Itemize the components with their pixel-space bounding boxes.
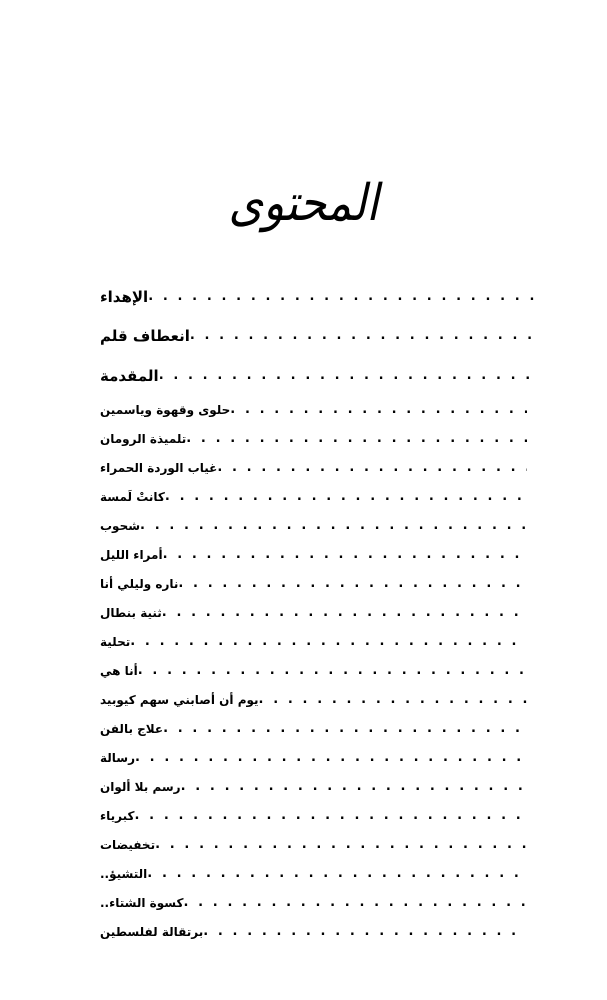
toc-entry[interactable]: [88, 397, 527, 423]
toc-entry-label: كسوة الشتاء..: [100, 896, 184, 910]
dot-leader: [190, 323, 541, 349]
dot-leader: [162, 600, 527, 626]
toc-entry[interactable]: [88, 774, 527, 800]
toc-entry[interactable]: [88, 323, 541, 349]
dot-leader: [165, 484, 527, 510]
toc-entry-label: ثنية بنطال: [100, 606, 162, 620]
dot-leader: [159, 363, 541, 389]
dot-leader: [148, 284, 541, 310]
toc-entry[interactable]: [88, 513, 527, 539]
toc-entry-label: ناره وليلي أنا: [100, 577, 179, 591]
dot-leader: [163, 542, 527, 568]
toc-entry-label: برتقالة لفلسطين: [100, 925, 204, 939]
toc-entry[interactable]: [88, 600, 527, 626]
toc-entry[interactable]: [88, 687, 527, 713]
toc-entry-label: رسالة: [100, 751, 135, 765]
toc-entry[interactable]: [88, 919, 527, 945]
dot-leader: [217, 455, 527, 481]
toc-entry-label: رسم بلا ألوان: [100, 780, 181, 794]
toc-entry-label: كانتْ لَمسة: [100, 490, 165, 504]
page-title: المحتوى: [228, 173, 379, 233]
toc-entry[interactable]: [88, 571, 527, 597]
toc-entry-label: علاج بالفن: [100, 722, 164, 736]
dot-leader: [178, 571, 527, 597]
toc-entry-label: يوم أن أصابني سهم كيوبيد: [100, 693, 259, 707]
toc-entry-label: تلميذة الرومان: [100, 432, 187, 446]
dot-leader: [140, 513, 527, 539]
toc-entry[interactable]: [88, 803, 527, 829]
toc-entry-label: انعطاف قلم: [100, 327, 190, 345]
dot-leader: [259, 687, 527, 713]
toc-entry-label: شحوب: [100, 519, 141, 533]
dot-leader: [155, 832, 527, 858]
dot-leader: [181, 774, 527, 800]
toc-entry[interactable]: [88, 832, 527, 858]
toc-entry[interactable]: [88, 629, 527, 655]
toc-entry-label: أمراء الليل: [100, 548, 163, 562]
toc-entry[interactable]: [88, 861, 527, 887]
toc-entry-label: تخفيضات: [100, 838, 156, 852]
toc-entry[interactable]: [88, 484, 527, 510]
toc-entry[interactable]: [88, 658, 527, 684]
toc-entry-label: التشيؤ..: [100, 867, 148, 881]
dot-leader: [135, 803, 528, 829]
toc-entry-label: المقدمة: [100, 367, 159, 385]
toc-entry-label: كبرياء: [100, 809, 135, 823]
dot-leader: [183, 890, 527, 916]
toc-entry-label: أنا هي: [100, 664, 138, 678]
toc-entry[interactable]: [88, 426, 527, 452]
dot-leader: [147, 861, 527, 887]
dot-leader: [135, 745, 527, 771]
toc-entry-label: غياب الوردة الحمراء: [100, 461, 218, 475]
toc-entry-label: الإهداء: [100, 288, 149, 306]
toc-entry[interactable]: [88, 542, 527, 568]
dot-leader: [186, 426, 527, 452]
toc-entry-label: حلوى وقهوة وياسمين: [100, 403, 231, 417]
toc-entry[interactable]: [88, 745, 527, 771]
toc-entry[interactable]: [88, 890, 527, 916]
toc-entry[interactable]: [88, 284, 541, 310]
toc-entry[interactable]: [88, 716, 527, 742]
dot-leader: [130, 629, 527, 655]
dot-leader: [163, 716, 527, 742]
dot-leader: [230, 397, 527, 423]
toc-entry[interactable]: [88, 363, 541, 389]
page-header: [0, 158, 607, 248]
dot-leader: [138, 658, 527, 684]
dot-leader: [203, 919, 527, 945]
toc-entry-label: تحلية: [100, 635, 131, 649]
toc-entry[interactable]: [88, 455, 527, 481]
